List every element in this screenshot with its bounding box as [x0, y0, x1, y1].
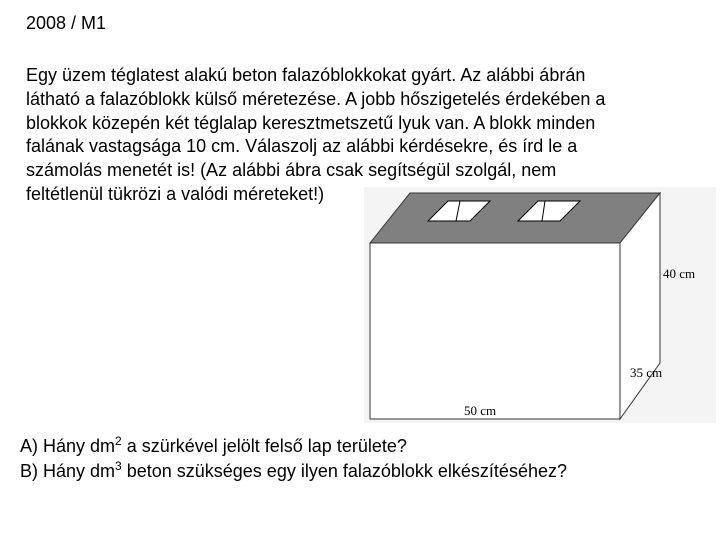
height-label: 40 cm	[663, 266, 696, 281]
width-label: 50 cm	[464, 403, 497, 418]
question-b: B) Hány $dm^3$ beton szükséges egy ilyen falazóblokk elkészítéséhez?	[20, 459, 567, 481]
block-figure	[360, 183, 720, 425]
question-a: A) Hány $dm^2$ a szürkével jelölt felső lap területe?	[20, 434, 407, 456]
problem-statement: Egy üzem téglatest alakú beton falazóblokkokat gyárt. Az alábbi ábrán látható a falazóblokk külső méretezése. A jobb hőszigetelés érdekében a blokkok közepén két téglalap keresztmetszetű lyuk van. A blokk minden falának vastagsága 10 cm. Válaszolj az alábbi kérdésekre, és írd le a számolás menetét is! (Az alábbi ábra csak segítségül szolgál, nem feltétlenül tükrözi a valódi méreteket!)	[26, 65, 606, 204]
front-face	[370, 243, 620, 419]
questions	[20, 434, 567, 484]
depth-label: 35 cm	[630, 365, 663, 380]
top-face	[370, 193, 660, 243]
problem-title: 2008 / M1	[26, 13, 107, 33]
